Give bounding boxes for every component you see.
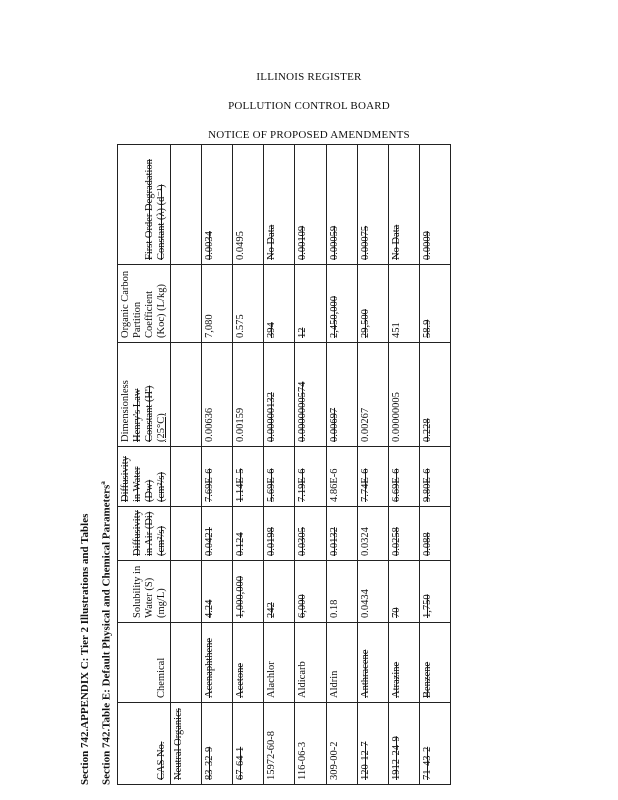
cell-chemical: Aldicarb bbox=[295, 623, 326, 703]
cell-diff-water: 1.14E-5 bbox=[233, 447, 264, 507]
header-row bbox=[118, 145, 171, 785]
col-decay: First Order Degradation Constant (λ) (d⁻¹) bbox=[118, 145, 171, 265]
cell-chemical: Alachlor bbox=[264, 623, 295, 703]
col-diff-air: Diffusivity in Air (Di) (cm²/s) bbox=[118, 507, 171, 561]
cell-chemical: Benzene bbox=[419, 623, 450, 703]
cell-diff-water: 4.86E-6 bbox=[326, 447, 357, 507]
group-row bbox=[171, 145, 202, 785]
cell-diff-air: 0.124 bbox=[233, 507, 264, 561]
cell-diff-air: 0.088 bbox=[419, 507, 450, 561]
col-chemical: Chemical bbox=[118, 623, 171, 703]
cell-decay: 0.0009 bbox=[419, 145, 450, 265]
register-title: ILLINOIS REGISTER bbox=[256, 71, 362, 83]
cell-cas: 67-64-1 bbox=[233, 703, 264, 785]
cell-koc: 2,450,000 bbox=[326, 265, 357, 343]
cell-diff-water: 6.69E-6 bbox=[388, 447, 419, 507]
cell-solubility: 4.24 bbox=[202, 561, 233, 623]
table-heading-sup: a bbox=[99, 481, 107, 485]
col-diff-water: Diffusivity in Water (Dw) (cm²/s) bbox=[118, 447, 171, 507]
table-heading bbox=[99, 481, 113, 785]
cell-cas: 116-06-3 bbox=[295, 703, 326, 785]
cell-chemical: Acetone bbox=[233, 623, 264, 703]
cell-diff-water: 7.19E-6 bbox=[295, 447, 326, 507]
cell-cas: 83-32-9 bbox=[202, 703, 233, 785]
cell-diff-air: 0.0421 bbox=[202, 507, 233, 561]
cell-henry: 0.00267 bbox=[357, 343, 388, 447]
notice-title: NOTICE OF PROPOSED AMENDMENTS bbox=[208, 129, 410, 141]
cell-koc: 58.9 bbox=[419, 265, 450, 343]
cell-decay: 0.0495 bbox=[233, 145, 264, 265]
cell-decay: 0.0034 bbox=[202, 145, 233, 265]
cell-henry: 0.00159 bbox=[233, 343, 264, 447]
cell-diff-air: 0.0132 bbox=[326, 507, 357, 561]
board-title: POLLUTION CONTROL BOARD bbox=[228, 100, 390, 112]
cell-henry: 0.0000000574 bbox=[295, 343, 326, 447]
table-row bbox=[233, 145, 264, 785]
cell-chemical: Acenaphthene bbox=[202, 623, 233, 703]
cell-henry: 0.00000005 bbox=[388, 343, 419, 447]
cell-decay: 0.00059 bbox=[326, 145, 357, 265]
cell-koc: 451 bbox=[388, 265, 419, 343]
cell-solubility: 242 bbox=[264, 561, 295, 623]
cell-decay: 0.00075 bbox=[357, 145, 388, 265]
cell-cas: 71-43-2 bbox=[419, 703, 450, 785]
cell-koc: 394 bbox=[264, 265, 295, 343]
cell-solubility: 1,000,000 bbox=[233, 561, 264, 623]
cell-diff-air: 0.0305 bbox=[295, 507, 326, 561]
table-row bbox=[419, 145, 450, 785]
cell-solubility: 1,750 bbox=[419, 561, 450, 623]
table-row bbox=[295, 145, 326, 785]
cell-diff-water: 9.80E-6 bbox=[419, 447, 450, 507]
cell-koc: 0.575 bbox=[233, 265, 264, 343]
cell-solubility: 0.0434 bbox=[357, 561, 388, 623]
cell-solubility: 6,000 bbox=[295, 561, 326, 623]
cell-decay: 0.00109 bbox=[295, 145, 326, 265]
cell-diff-air: 0.0324 bbox=[357, 507, 388, 561]
cell-decay: No Data bbox=[388, 145, 419, 265]
group-label: Neutral Organics bbox=[171, 703, 202, 785]
cell-henry: 0.00697 bbox=[326, 343, 357, 447]
table-heading-text: Section 742.Table E: Default Physical and Chemical Parameters bbox=[100, 484, 113, 785]
rotated-table-block bbox=[75, 145, 455, 785]
table-row bbox=[264, 145, 295, 785]
cell-henry: 0.228 bbox=[419, 343, 450, 447]
cell-diff-air: 0.0198 bbox=[264, 507, 295, 561]
cell-henry: 0.00000132 bbox=[264, 343, 295, 447]
cell-diff-water: 7.69E-6 bbox=[202, 447, 233, 507]
cell-cas: 309-00-2 bbox=[326, 703, 357, 785]
col-cas: CAS No. bbox=[118, 703, 171, 785]
cell-cas: 15972-60-8 bbox=[264, 703, 295, 785]
table-row bbox=[326, 145, 357, 785]
appendix-heading: Section 742.APPENDIX C: Tier 2 Illustrations and Tables bbox=[79, 513, 91, 785]
table-row bbox=[357, 145, 388, 785]
cell-cas: 1912-24-9 bbox=[388, 703, 419, 785]
cell-chemical: Atrazine bbox=[388, 623, 419, 703]
cell-koc: 7,080 bbox=[202, 265, 233, 343]
cell-solubility: 70 bbox=[388, 561, 419, 623]
parameters-table bbox=[117, 144, 451, 785]
cell-solubility: 0.18 bbox=[326, 561, 357, 623]
cell-chemical: Anthracene bbox=[357, 623, 388, 703]
cell-henry: 0.00636 bbox=[202, 343, 233, 447]
cell-cas: 120-12-7 bbox=[357, 703, 388, 785]
cell-diff-air: 0.0258 bbox=[388, 507, 419, 561]
table-row bbox=[202, 145, 233, 785]
cell-koc: 12 bbox=[295, 265, 326, 343]
table-row bbox=[388, 145, 419, 785]
cell-diff-water: 5.69E-6 bbox=[264, 447, 295, 507]
cell-chemical: Aldrin bbox=[326, 623, 357, 703]
cell-diff-water: 7.74E-6 bbox=[357, 447, 388, 507]
col-solubility: Solubility in Water (S) (mg/L) bbox=[118, 561, 171, 623]
cell-decay: No Data bbox=[264, 145, 295, 265]
col-henry: Dimensionless Henry's Law Constant (H') (25°C) bbox=[118, 343, 171, 447]
col-koc: Organic Carbon Partition Coefficient (Koc) (L/kg) bbox=[118, 265, 171, 343]
cell-koc: 29,500 bbox=[357, 265, 388, 343]
